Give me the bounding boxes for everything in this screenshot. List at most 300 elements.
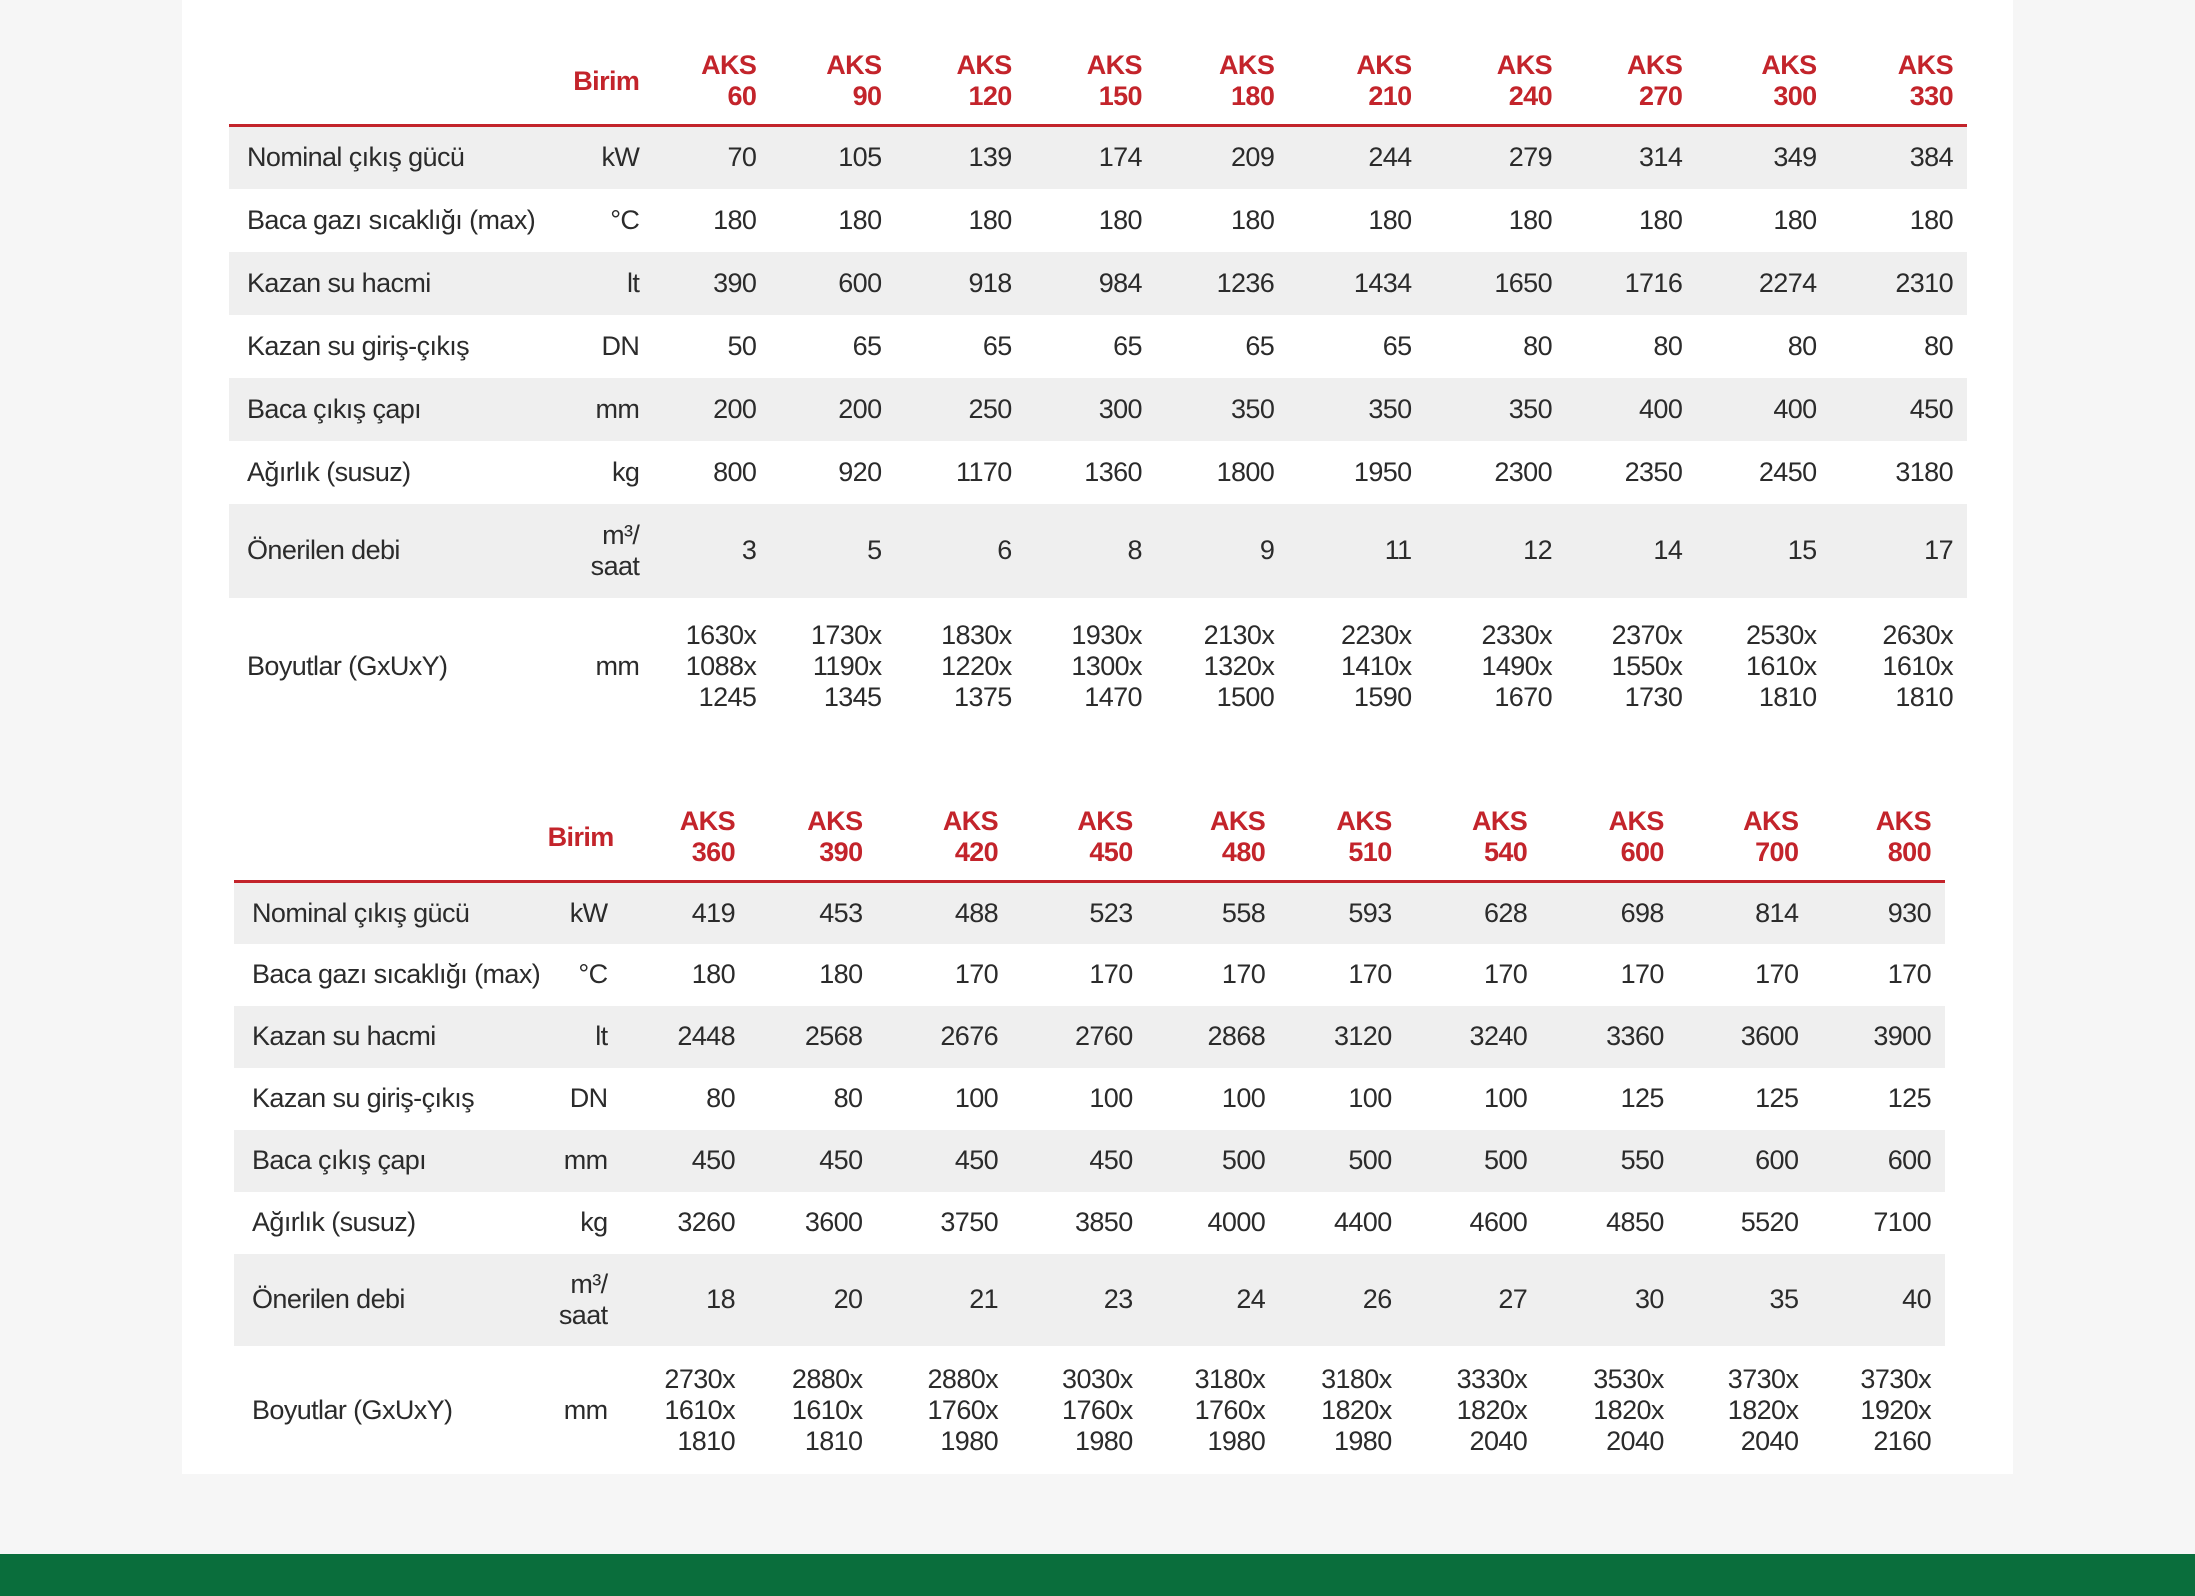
value-cell-line: 1590 xyxy=(1353,681,1412,712)
value-cell: 244 xyxy=(1368,142,1412,173)
model-header-line: 240 xyxy=(1508,81,1553,111)
value-cell xyxy=(622,1346,749,1476)
unit-header: Birim xyxy=(547,821,614,852)
model-header xyxy=(1147,796,1280,882)
value-cell: 3900 xyxy=(1873,1021,1931,1051)
footer-bar xyxy=(0,1554,2195,1596)
value-cell-line: 1930x xyxy=(1071,619,1142,650)
row-unit: DN xyxy=(601,330,640,361)
value-cell: 40 xyxy=(1902,1284,1931,1314)
model-header xyxy=(653,40,770,126)
model-header-line: AKS xyxy=(942,806,999,836)
value-cell: 139 xyxy=(968,142,1012,173)
model-header-line: AKS xyxy=(1209,806,1266,836)
value-cell: 4000 xyxy=(1207,1207,1266,1237)
value-cell: 170 xyxy=(1887,959,1931,989)
value-cell: 600 xyxy=(1755,1145,1799,1175)
value-cell-line: 3730x xyxy=(1860,1364,1931,1394)
value-cell: 180 xyxy=(1368,204,1412,235)
value-cell: 3360 xyxy=(1606,1021,1664,1051)
row-unit: mm xyxy=(563,1395,608,1425)
model-header-line: 420 xyxy=(954,837,999,867)
value-cell: 3850 xyxy=(1074,1207,1133,1237)
model-header xyxy=(1541,796,1678,882)
value-cell: 100 xyxy=(1221,1083,1266,1113)
value-cell: 453 xyxy=(819,897,863,928)
row-label: Boyutlar (GxUxY) xyxy=(252,1395,453,1425)
value-cell xyxy=(1812,1346,1945,1476)
value-cell-line: 1760x xyxy=(1194,1395,1266,1425)
value-cell-line: 2630x xyxy=(1882,619,1953,650)
value-cell-line: 1820x xyxy=(1727,1395,1799,1425)
model-header-line: AKS xyxy=(1356,50,1412,80)
value-cell: 300 xyxy=(1098,393,1142,424)
row-label: Kazan su hacmi xyxy=(252,1021,436,1051)
value-cell: 628 xyxy=(1483,897,1528,928)
value-cell: 2350 xyxy=(1624,456,1683,487)
model-header xyxy=(1812,796,1945,882)
model-header xyxy=(1012,796,1147,882)
model-header-line: AKS xyxy=(1077,806,1133,836)
value-cell: 1170 xyxy=(956,456,1012,487)
value-cell xyxy=(1279,1346,1405,1476)
value-cell: 4400 xyxy=(1333,1207,1392,1237)
model-header-line: 700 xyxy=(1755,837,1799,867)
value-cell: 1360 xyxy=(1084,456,1142,487)
value-cell: 80 xyxy=(1924,330,1953,361)
row-unit: °C xyxy=(578,959,608,989)
value-cell: 2300 xyxy=(1494,456,1553,487)
value-cell: 3120 xyxy=(1333,1021,1392,1051)
value-cell-line: 3530x xyxy=(1593,1364,1664,1394)
value-cell: 314 xyxy=(1639,142,1683,173)
model-header-line: AKS xyxy=(1336,806,1392,836)
value-cell: 500 xyxy=(1483,1145,1528,1175)
row-label: Baca çıkış çapı xyxy=(247,393,422,424)
value-cell-line: 1610x xyxy=(664,1395,735,1425)
value-cell: 80 xyxy=(706,1083,735,1113)
value-cell: 70 xyxy=(727,142,757,173)
value-cell xyxy=(876,1346,1012,1476)
model-header-line: AKS xyxy=(1219,50,1275,80)
model-header-line: AKS xyxy=(1875,806,1931,836)
model-header xyxy=(1279,796,1405,882)
row-label: Baca gazı sıcaklığı (max) xyxy=(247,204,536,235)
table-header-row xyxy=(234,796,1945,882)
value-cell: 3600 xyxy=(1740,1021,1799,1051)
value-cell: 279 xyxy=(1508,142,1553,173)
value-cell-line: 2160 xyxy=(1873,1426,1931,1456)
row-unit: lt xyxy=(595,1021,608,1051)
row-label: Baca çıkış çapı xyxy=(252,1145,427,1175)
value-cell: 170 xyxy=(1089,959,1133,989)
value-cell: 65 xyxy=(982,330,1012,361)
model-header-line: 60 xyxy=(727,81,757,111)
value-cell: 419 xyxy=(691,897,735,928)
value-cell-line: 1610x xyxy=(1882,650,1953,681)
value-cell: 170 xyxy=(954,959,999,989)
model-header xyxy=(1831,40,1967,126)
value-cell: 7100 xyxy=(1873,1207,1931,1237)
value-cell xyxy=(1012,1346,1147,1476)
value-cell: 174 xyxy=(1098,142,1142,173)
row-unit-line: m³/ xyxy=(570,1268,608,1299)
model-header xyxy=(770,40,895,126)
row-unit-line: m³/ xyxy=(602,519,640,550)
row-label: Önerilen debi xyxy=(252,1284,405,1314)
value-cell-line: 1810 xyxy=(677,1426,735,1456)
value-cell: 1236 xyxy=(1216,267,1275,298)
value-cell: 180 xyxy=(1098,204,1142,235)
value-cell: 180 xyxy=(968,204,1012,235)
value-cell: 9 xyxy=(1259,535,1275,565)
model-header-line: AKS xyxy=(679,806,735,836)
value-cell: 450 xyxy=(1909,393,1953,424)
value-cell-line: 1190x xyxy=(812,650,882,681)
value-cell: 180 xyxy=(1909,204,1953,235)
model-header-line: 150 xyxy=(1098,81,1142,111)
model-header-line: AKS xyxy=(956,50,1012,80)
value-cell: 2568 xyxy=(804,1021,863,1051)
table-row xyxy=(234,1130,1945,1192)
value-cell-line: 1730 xyxy=(1624,681,1683,712)
model-header-line: 180 xyxy=(1230,81,1275,111)
table-row xyxy=(234,1346,1945,1476)
model-header-line: 800 xyxy=(1887,837,1931,867)
value-cell-line: 1820x xyxy=(1593,1395,1664,1425)
value-cell: 450 xyxy=(954,1145,999,1175)
value-cell: 2676 xyxy=(940,1021,999,1051)
table-row xyxy=(234,1254,1945,1346)
row-label: Boyutlar (GxUxY) xyxy=(247,650,448,681)
model-header-line: 360 xyxy=(691,837,735,867)
model-header xyxy=(1426,40,1566,126)
value-cell: 170 xyxy=(1221,959,1266,989)
value-cell: 3750 xyxy=(940,1207,999,1237)
row-unit: lt xyxy=(627,267,640,298)
value-cell: 250 xyxy=(968,393,1012,424)
value-cell: 800 xyxy=(713,456,757,487)
value-cell-line: 1610x xyxy=(1745,650,1817,681)
value-cell: 180 xyxy=(819,959,863,989)
value-cell: 2450 xyxy=(1758,456,1817,487)
value-cell: 3600 xyxy=(804,1207,863,1237)
value-cell: 3260 xyxy=(677,1207,735,1237)
value-cell-line: 2130x xyxy=(1203,619,1275,650)
model-header-line: 120 xyxy=(968,81,1012,111)
value-cell: 1800 xyxy=(1216,456,1275,487)
value-cell: 170 xyxy=(1348,959,1392,989)
value-cell: 180 xyxy=(1508,204,1553,235)
model-header-line: AKS xyxy=(1472,806,1528,836)
value-cell xyxy=(1678,1346,1813,1476)
table-row xyxy=(234,1192,1945,1254)
value-cell: 100 xyxy=(954,1083,999,1113)
value-cell: 350 xyxy=(1508,393,1553,424)
value-cell: 930 xyxy=(1887,897,1931,928)
value-cell: 558 xyxy=(1221,897,1266,928)
value-cell: 180 xyxy=(1773,204,1817,235)
value-cell: 500 xyxy=(1348,1145,1392,1175)
value-cell: 550 xyxy=(1620,1145,1664,1175)
value-cell: 180 xyxy=(838,204,882,235)
table-row xyxy=(234,944,1945,1006)
value-cell-line: 1630x xyxy=(685,619,757,650)
row-label: Baca gazı sıcaklığı (max) xyxy=(252,959,541,989)
value-cell-line: 1980 xyxy=(940,1426,999,1456)
value-cell: 2760 xyxy=(1074,1021,1133,1051)
value-cell: 8 xyxy=(1127,535,1142,565)
row-unit: mm xyxy=(595,650,640,681)
value-cell-line: 2880x xyxy=(791,1364,863,1394)
value-cell: 170 xyxy=(1755,959,1799,989)
row-label: Nominal çıkış gücü xyxy=(247,142,465,173)
row-unit: °C xyxy=(610,204,640,235)
value-cell: 6 xyxy=(997,535,1012,565)
row-unit-line: saat xyxy=(558,1299,608,1330)
model-header-line: 390 xyxy=(819,837,863,867)
value-cell: 65 xyxy=(1113,330,1142,361)
value-cell: 1434 xyxy=(1353,267,1412,298)
value-cell: 814 xyxy=(1755,897,1799,928)
table-row xyxy=(234,882,1945,944)
value-cell: 1650 xyxy=(1494,267,1553,298)
value-cell-line: 3180x xyxy=(1321,1364,1392,1394)
model-header xyxy=(1026,40,1156,126)
model-header-line: AKS xyxy=(1627,50,1683,80)
table-row xyxy=(229,598,1967,735)
value-cell-line: 2530x xyxy=(1745,619,1817,650)
value-cell: 65 xyxy=(852,330,882,361)
model-header xyxy=(1156,40,1288,126)
value-cell-line: 1245 xyxy=(698,681,757,712)
value-cell: 20 xyxy=(833,1284,863,1314)
value-cell: 100 xyxy=(1483,1083,1528,1113)
value-cell: 1950 xyxy=(1353,456,1412,487)
value-cell-line: 1980 xyxy=(1333,1426,1392,1456)
value-cell: 80 xyxy=(1523,330,1553,361)
row-label: Önerilen debi xyxy=(247,535,400,565)
value-cell-line: 2040 xyxy=(1469,1426,1528,1456)
value-cell: 600 xyxy=(1887,1145,1931,1175)
value-cell-line: 2330x xyxy=(1481,619,1553,650)
value-cell-line: 3180x xyxy=(1194,1364,1266,1394)
value-cell: 390 xyxy=(713,267,757,298)
value-cell: 400 xyxy=(1639,393,1683,424)
value-cell-line: 1670 xyxy=(1494,681,1553,712)
spec-table-1 xyxy=(229,40,1967,735)
value-cell: 600 xyxy=(838,267,882,298)
row-unit-line: saat xyxy=(590,550,640,581)
value-cell: 488 xyxy=(954,897,999,928)
value-cell-line: 2040 xyxy=(1740,1426,1799,1456)
value-cell: 180 xyxy=(1230,204,1275,235)
value-cell-line: 2040 xyxy=(1606,1426,1664,1456)
value-cell: 5 xyxy=(867,535,882,565)
value-cell: 3240 xyxy=(1469,1021,1528,1051)
value-cell-line: 1490x xyxy=(1481,650,1553,681)
value-cell: 12 xyxy=(1523,535,1553,565)
value-cell: 350 xyxy=(1230,393,1275,424)
value-cell: 125 xyxy=(1755,1083,1799,1113)
value-cell: 1716 xyxy=(1624,267,1683,298)
value-cell: 105 xyxy=(838,142,882,173)
row-label: Ağırlık (susuz) xyxy=(247,456,411,487)
row-unit: kW xyxy=(569,897,608,928)
value-cell-line: 1920x xyxy=(1860,1395,1931,1425)
value-cell-line: 3730x xyxy=(1727,1364,1799,1394)
value-cell: 4600 xyxy=(1469,1207,1528,1237)
value-cell-line: 3330x xyxy=(1456,1364,1528,1394)
row-unit: kg xyxy=(580,1207,608,1237)
value-cell: 170 xyxy=(1620,959,1664,989)
model-header-line: 300 xyxy=(1773,81,1817,111)
value-cell: 3 xyxy=(741,535,757,565)
value-cell xyxy=(1566,598,1696,735)
value-cell xyxy=(1147,1346,1280,1476)
value-cell-line: 3030x xyxy=(1062,1364,1133,1394)
table-row xyxy=(229,252,1967,315)
value-cell xyxy=(749,1346,876,1476)
value-cell: 125 xyxy=(1887,1083,1931,1113)
value-cell xyxy=(1026,598,1156,735)
row-label: Kazan su hacmi xyxy=(247,267,431,298)
value-cell: 23 xyxy=(1103,1284,1133,1314)
model-header xyxy=(749,796,876,882)
corner-cell xyxy=(234,796,548,882)
value-cell: 200 xyxy=(713,393,757,424)
value-cell: 918 xyxy=(968,267,1012,298)
model-header-line: 330 xyxy=(1909,81,1953,111)
value-cell: 100 xyxy=(1348,1083,1392,1113)
value-cell-line: 1470 xyxy=(1084,681,1142,712)
value-cell: 400 xyxy=(1773,393,1817,424)
value-cell-line: 1730x xyxy=(810,619,882,650)
model-header-line: 210 xyxy=(1368,81,1412,111)
value-cell xyxy=(1696,598,1830,735)
value-cell: 450 xyxy=(1089,1145,1133,1175)
value-cell-line: 1820x xyxy=(1456,1395,1528,1425)
model-header-line: 540 xyxy=(1483,837,1528,867)
row-unit: mm xyxy=(595,393,640,424)
value-cell-line: 1500 xyxy=(1216,681,1275,712)
value-cell: 80 xyxy=(1787,330,1817,361)
value-cell-line: 1550x xyxy=(1611,650,1683,681)
table-row xyxy=(229,315,1967,378)
value-cell: 17 xyxy=(1924,535,1953,565)
value-cell-line: 1830x xyxy=(941,619,1012,650)
value-cell-line: 1760x xyxy=(927,1395,999,1425)
value-cell-line: 1820x xyxy=(1321,1395,1392,1425)
value-cell: 15 xyxy=(1787,535,1817,565)
value-cell: 4850 xyxy=(1606,1207,1664,1237)
value-cell: 180 xyxy=(691,959,735,989)
value-cell: 349 xyxy=(1773,142,1817,173)
value-cell-line: 1410x xyxy=(1341,650,1412,681)
table-row xyxy=(234,1006,1945,1068)
value-cell xyxy=(895,598,1025,735)
value-cell-line: 1300x xyxy=(1071,650,1142,681)
row-label: Kazan su giriş-çıkış xyxy=(247,330,470,361)
model-header xyxy=(895,40,1025,126)
model-header xyxy=(876,796,1012,882)
value-cell xyxy=(1288,598,1425,735)
row-label: Ağırlık (susuz) xyxy=(252,1207,416,1237)
value-cell: 80 xyxy=(1653,330,1683,361)
value-cell-line: 1320x xyxy=(1203,650,1275,681)
value-cell: 593 xyxy=(1348,897,1392,928)
value-cell: 384 xyxy=(1909,142,1953,173)
model-header xyxy=(1696,40,1830,126)
value-cell-line: 2370x xyxy=(1611,619,1683,650)
table-row xyxy=(234,1068,1945,1130)
value-cell-line: 1810 xyxy=(804,1426,863,1456)
value-cell: 2868 xyxy=(1207,1021,1266,1051)
value-cell xyxy=(1831,598,1967,735)
value-cell-line: 1980 xyxy=(1074,1426,1133,1456)
value-cell-line: 1375 xyxy=(954,681,1012,712)
unit-header: Birim xyxy=(573,65,640,96)
value-cell: 2448 xyxy=(677,1021,735,1051)
model-header-line: AKS xyxy=(1086,50,1142,80)
value-cell: 11 xyxy=(1384,535,1412,565)
model-header-line: AKS xyxy=(807,806,863,836)
table-row xyxy=(229,504,1967,598)
row-unit: kg xyxy=(611,456,640,487)
value-cell: 350 xyxy=(1368,393,1412,424)
value-cell-line: 1345 xyxy=(823,681,882,712)
value-cell-line: 1980 xyxy=(1207,1426,1266,1456)
value-cell: 2274 xyxy=(1758,267,1817,298)
value-cell: 450 xyxy=(691,1145,735,1175)
row-unit: mm xyxy=(563,1145,608,1175)
value-cell: 3180 xyxy=(1895,456,1953,487)
model-header-line: AKS xyxy=(1897,50,1953,80)
row-label: Nominal çıkış gücü xyxy=(252,897,470,928)
model-header-line: 510 xyxy=(1348,837,1392,867)
model-header-line: 480 xyxy=(1221,837,1266,867)
value-cell: 80 xyxy=(833,1083,863,1113)
value-cell: 5520 xyxy=(1740,1207,1799,1237)
model-header-line: 600 xyxy=(1620,837,1664,867)
row-unit xyxy=(555,504,654,598)
value-cell: 100 xyxy=(1089,1083,1133,1113)
row-label: Kazan su giriş-çıkış xyxy=(252,1083,475,1113)
table-row xyxy=(229,441,1967,504)
model-header-line: AKS xyxy=(1608,806,1664,836)
table-row xyxy=(229,378,1967,441)
value-cell: 920 xyxy=(838,456,882,487)
spec-table-2 xyxy=(234,796,1945,1476)
value-cell: 125 xyxy=(1620,1083,1664,1113)
value-cell-line: 1220x xyxy=(941,650,1012,681)
model-header-line: AKS xyxy=(1743,806,1799,836)
table-header-row xyxy=(229,40,1967,126)
value-cell: 698 xyxy=(1620,897,1664,928)
value-cell-line: 2230x xyxy=(1341,619,1412,650)
value-cell: 500 xyxy=(1221,1145,1266,1175)
value-cell: 180 xyxy=(713,204,757,235)
model-header-line: 450 xyxy=(1089,837,1133,867)
model-header xyxy=(1406,796,1542,882)
value-cell-line: 1760x xyxy=(1062,1395,1133,1425)
value-cell: 26 xyxy=(1362,1284,1392,1314)
value-cell: 50 xyxy=(727,330,757,361)
model-header-line: 270 xyxy=(1639,81,1683,111)
row-unit xyxy=(548,1254,622,1346)
value-cell: 65 xyxy=(1382,330,1412,361)
value-cell xyxy=(1406,1346,1542,1476)
